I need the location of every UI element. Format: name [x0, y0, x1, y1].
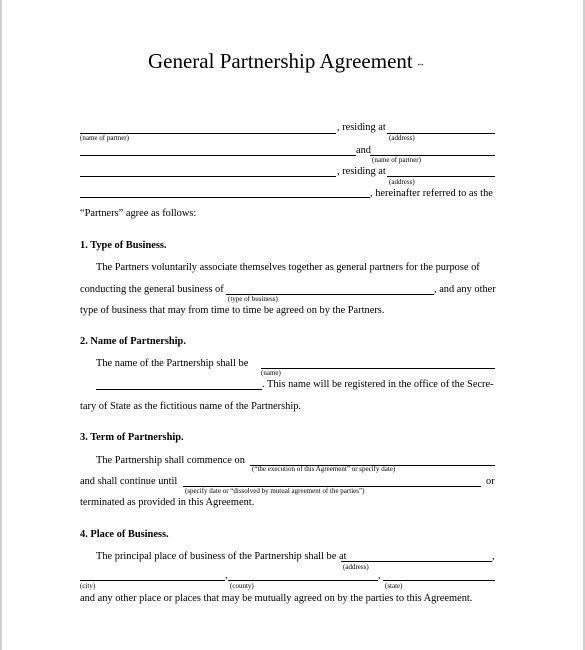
county-label: (county)	[230, 582, 254, 590]
comma-1: ,	[225, 570, 228, 581]
principal-address-blank[interactable]	[341, 561, 492, 562]
section-3-line-3: terminated as provided in this Agreement.	[80, 497, 255, 508]
address-label-s4: (address)	[343, 563, 369, 571]
page-left-edge	[0, 0, 2, 650]
type-of-business-label: (type of business)	[228, 295, 278, 303]
address-label-1: (address)	[389, 134, 415, 142]
city-blank[interactable]	[80, 580, 225, 581]
section-3-heading: 3. Term of Partnership.	[80, 432, 184, 443]
section-2-heading: 2. Name of Partnership.	[80, 336, 186, 347]
section-1-heading: 1. Type of Business.	[80, 240, 167, 251]
section-1-line-3: type of business that may from time to time be agreed on by the Partners.	[80, 305, 385, 316]
section-1-line-2-pre: conducting the general business of	[80, 284, 224, 295]
residing-at-text-2: , residing at	[337, 166, 386, 177]
name-of-partner-label-2: (name of partner)	[372, 156, 421, 164]
section-4-heading: 4. Place of Business.	[80, 529, 169, 540]
city-label: (city)	[80, 582, 96, 590]
section-1-line-1: The Partners voluntarily associate themselves together as general partners for the purpose of	[96, 262, 480, 273]
document-title: General Partnership Agreement	[148, 49, 413, 73]
partner-2-address-blank[interactable]	[387, 176, 495, 177]
section-4-line-3: and any other place or places that may be mutually agreed on by the parties to this Agreement.	[80, 593, 473, 604]
state-label: (state)	[385, 582, 403, 590]
commence-label: (“the execution of this Agreement” or specify date)	[252, 465, 396, 473]
section-2-line-2-post: . This name will be registered in the office of the Secre-	[262, 379, 494, 390]
section-1-line-2-post: , and any other	[434, 284, 496, 295]
section-4-line-1: The principal place of business of the Partnership shall be at	[96, 551, 347, 562]
partner-2-residing-blank[interactable]	[80, 176, 336, 177]
continue-label: (specify date or “dissolved by mutual agreement of the parties”)	[185, 487, 365, 495]
residing-at-text-1: , residing at	[337, 122, 386, 133]
section-3-line-2-pre: and shall continue until	[80, 476, 178, 487]
name-of-partner-label-1: (name of partner)	[80, 134, 129, 142]
name-label: (name)	[261, 369, 281, 377]
section-4-line-1-post: ,	[492, 551, 495, 562]
state-blank[interactable]	[383, 580, 495, 581]
partner-2-name-blank[interactable]	[80, 155, 356, 156]
county-blank[interactable]	[228, 580, 378, 581]
section-2-line-3: tary of State as the fictitious name of the Partnership.	[80, 401, 302, 412]
hereinafter-text: , hereinafter referred to as the	[370, 188, 493, 199]
partnership-name-blank[interactable]	[261, 368, 495, 369]
address-label-2: (address)	[389, 178, 415, 186]
comma-2: ,	[378, 570, 381, 581]
partner-2-address-line-blank[interactable]	[80, 197, 370, 198]
title-arrow-mark: ↔	[416, 58, 425, 68]
section-2-line-1: The name of the Partnership shall be	[96, 358, 249, 369]
section-3-line-2-post: or	[486, 476, 495, 487]
section-3-line-1: The Partnership shall commence on	[96, 455, 245, 466]
partners-agree-text: “Partners” agree as follows:	[80, 208, 197, 219]
and-text: and	[356, 145, 372, 156]
partnership-name-blank-2[interactable]	[96, 389, 262, 390]
